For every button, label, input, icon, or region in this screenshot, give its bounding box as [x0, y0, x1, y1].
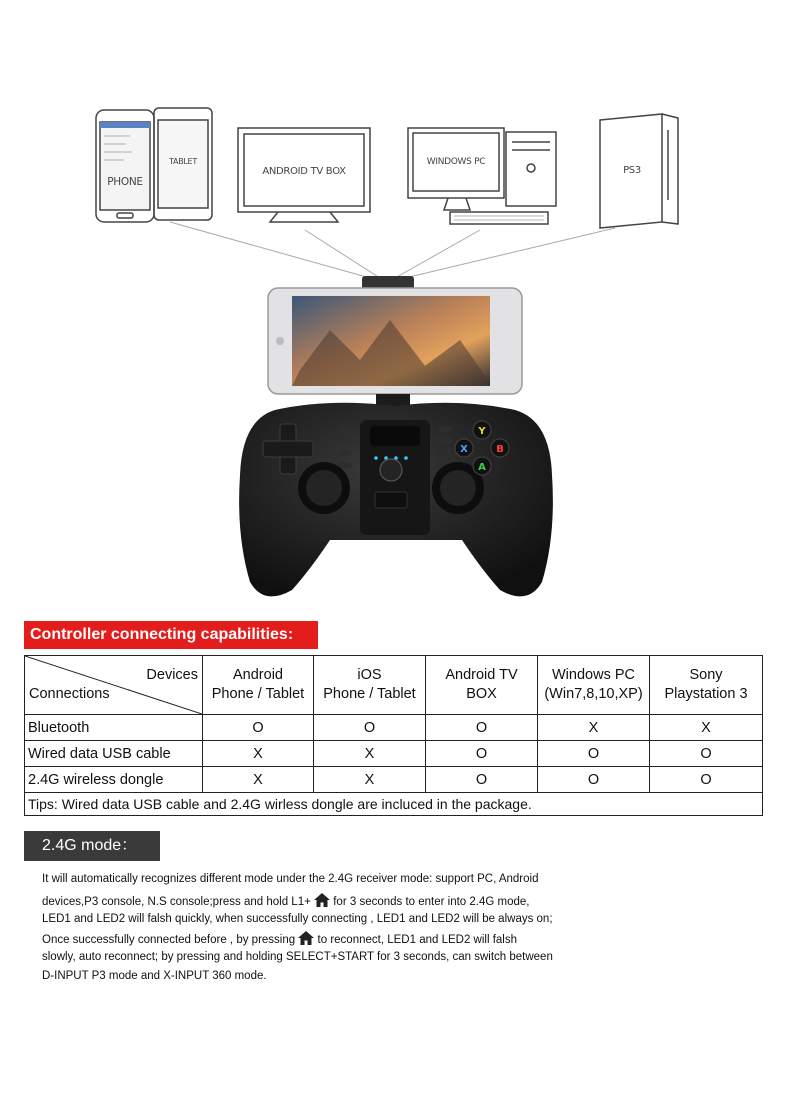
phone-label: PHONE: [107, 176, 143, 188]
capabilities-banner: Controller connecting capabilities:: [24, 621, 318, 649]
table-cell: X: [203, 767, 314, 793]
corner-devices-label: Devices: [146, 667, 198, 683]
column-header: Sony Playstation 3: [650, 656, 763, 715]
table-cell: X: [314, 741, 426, 767]
row-label: Bluetooth: [25, 715, 203, 741]
table-cell: X: [650, 715, 763, 741]
table-cell: O: [538, 767, 650, 793]
table-corner-cell: [25, 656, 203, 715]
y-label: Y: [478, 426, 486, 437]
column-header: Android TV BOX: [426, 656, 538, 715]
column-header: Windows PC (Win7,8,10,XP): [538, 656, 650, 715]
device-sketches: [0, 0, 800, 290]
mode-text-line: Once successfully connected before , by pressing to reconnect, LED1 and LED2 will falsh: [42, 931, 642, 947]
table-cell: O: [426, 741, 538, 767]
capabilities-table: [24, 655, 763, 816]
table-cell: X: [314, 767, 426, 793]
table-row: [25, 715, 763, 741]
mode-text-line: D-INPUT P3 mode and X-INPUT 360 mode.: [42, 970, 267, 982]
mode-text-line: LED1 and LED2 will falsh quickly, when successfully connecting , LED1 and LED2 will be always on;: [42, 913, 553, 925]
tips-text: Tips: Wired data USB cable and 2.4G wirless dongle are incluced in the package.: [25, 793, 763, 816]
table-row: [25, 767, 763, 793]
mode-text-line: devices,P3 console, N.S console;press and hold L1+ for 3 seconds to enter into 2.4G mode,: [42, 893, 642, 909]
home-icon: [314, 893, 330, 907]
corner-connections-label: Connections: [29, 686, 110, 702]
a-label: A: [478, 462, 486, 473]
table-cell: O: [650, 767, 763, 793]
home-button: [380, 459, 402, 481]
table-cell: X: [203, 741, 314, 767]
column-header: iOS Phone / Tablet: [314, 656, 426, 715]
table-cell: O: [314, 715, 426, 741]
home-icon: [298, 931, 314, 945]
controller-illustration: [220, 270, 580, 610]
table-cell: O: [426, 767, 538, 793]
table-header-row: [25, 656, 763, 715]
table-cell: O: [426, 715, 538, 741]
tv-box-label: ANDROID TV BOX: [262, 166, 346, 177]
table-cell: O: [203, 715, 314, 741]
table-cell: O: [650, 741, 763, 767]
mode-text-line: It will automatically recognizes different mode under the 2.4G receiver mode: support PC, Android: [42, 873, 539, 885]
b-label: B: [496, 444, 504, 455]
ps3-label: PS3: [623, 165, 641, 176]
table-cell: O: [538, 741, 650, 767]
tips-row: [25, 793, 763, 816]
row-label: 2.4G wireless dongle: [25, 767, 203, 793]
pc-outline: [408, 128, 556, 224]
table-cell: X: [538, 715, 650, 741]
pc-label: WINDOWS PC: [426, 157, 486, 167]
row-label: Wired data USB cable: [25, 741, 203, 767]
mode-text-line: slowly, auto reconnect; by pressing and holding SELECT+START for 3 seconds, can switch between: [42, 951, 553, 963]
table-row: [25, 741, 763, 767]
tablet-label: TABLET: [169, 157, 197, 166]
column-header: Android Phone / Tablet: [203, 656, 314, 715]
x-label: X: [460, 444, 468, 455]
mode-title: 2.4G mode：: [24, 831, 160, 861]
